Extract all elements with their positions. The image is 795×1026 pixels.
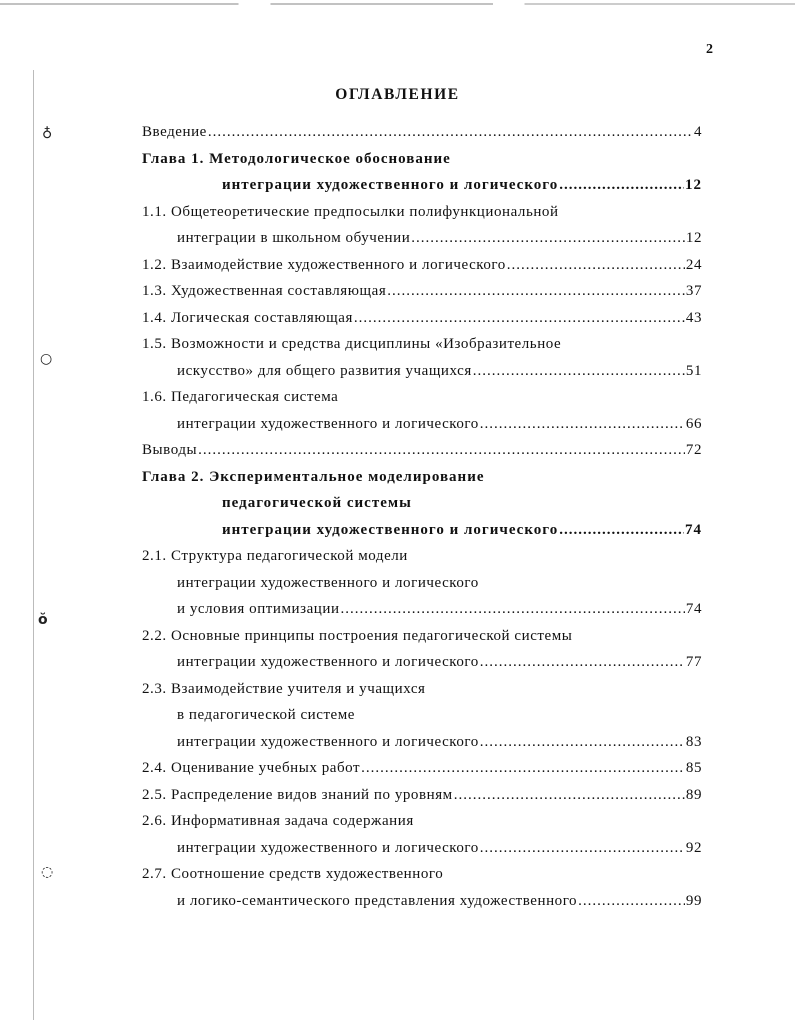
toc-page-number: 83 [685, 733, 702, 750]
toc-entry-title: педагогической системы [222, 495, 412, 511]
toc-leader-dots [454, 782, 685, 808]
toc-entry [142, 305, 702, 331]
toc-leader-dots [473, 358, 685, 384]
binding-hole-mark: ŏ [38, 612, 48, 628]
toc-entry-title: интеграции художественного и логического [177, 839, 479, 856]
binding-hole-mark: ♁ [42, 126, 53, 142]
toc-leader-dots [198, 437, 685, 463]
toc-entry-title: 1.5. Возможности и средства дисциплины «Изобразительное [142, 336, 562, 352]
page-number: 2 [706, 42, 713, 57]
toc-entry-title: 2.2. Основные принципы построения педагогической системы [142, 627, 573, 644]
toc-entry-continuation [222, 517, 702, 543]
toc-leader-dots [578, 888, 685, 914]
toc-entry [142, 384, 338, 410]
toc-entry-title: 2.5. Распределение видов знаний по уровням [142, 786, 453, 803]
toc-entry-continuation [177, 411, 702, 437]
toc-leader-dots [387, 278, 685, 304]
toc-entry-continuation [177, 225, 702, 251]
scan-top-rule [0, 3, 795, 5]
toc-page-number: 43 [685, 309, 702, 326]
toc-entry-title: и логико-семантического представления художественного [177, 892, 578, 909]
toc-entry [142, 278, 702, 304]
toc-entry-title: Выводы [142, 442, 198, 458]
toc-entry-title: 1.2. Взаимодействие художественного и логического [142, 256, 506, 273]
toc-leader-dots [480, 729, 685, 755]
toc-entry [142, 755, 702, 781]
toc-entry-title: 1.3. Художественная составляющая [142, 283, 387, 299]
toc-entry-title: 2.4. Оценивание учебных работ [142, 760, 361, 776]
toc-entry-continuation [222, 172, 702, 198]
toc-entry-title: 1.4. Логическая составляющая [142, 309, 353, 326]
toc-page-number: 85 [685, 760, 702, 776]
toc-leader-dots [208, 119, 693, 145]
toc-leader-dots [480, 835, 685, 861]
toc-entry-continuation [177, 596, 702, 622]
toc-entry-continuation [177, 702, 355, 728]
toc-leader-dots [559, 517, 684, 543]
toc-entry-title: в педагогической системе [177, 707, 356, 723]
scan-binding-line [33, 70, 34, 1020]
toc-page-number: 99 [685, 892, 702, 909]
toc-entry-title: интеграции художественного и логического [177, 574, 479, 591]
toc-entry-title: интеграции художественного и логического [177, 415, 479, 432]
toc-entry-title: интеграции художественного и логического [177, 733, 479, 750]
toc-entry-continuation [177, 358, 702, 384]
toc-entry-title: 2.3. Взаимодействие учителя и учащихся [142, 680, 426, 697]
toc-entry-title: 1.1. Общетеоретические предпосылки полифункциональной [142, 203, 559, 220]
toc-entry-continuation [177, 649, 702, 675]
toc-entry [142, 199, 559, 225]
toc-entry-continuation [177, 570, 479, 596]
toc-entry-title: интеграции художественного и логического [222, 177, 559, 193]
toc-entry [142, 808, 414, 834]
toc-entry-title: интеграции художественного и логического [177, 654, 479, 670]
toc-leader-dots [411, 225, 685, 251]
toc-page-number: 51 [685, 362, 702, 379]
toc-entry-title: 1.6. Педагогическая система [142, 389, 339, 405]
toc-page-number: 92 [685, 839, 702, 856]
toc-page-number: 24 [685, 256, 702, 273]
toc-entry-title: Глава 2. Экспериментальное моделирование [142, 468, 485, 485]
toc-leader-dots [507, 252, 685, 278]
toc-entry [142, 252, 702, 278]
toc-entry-continuation [177, 729, 702, 755]
toc-entry [142, 119, 702, 145]
toc-entry-continuation [222, 490, 412, 516]
toc-page-number: 4 [693, 124, 702, 140]
toc-entry-title: 2.1. Структура педагогической модели [142, 548, 408, 564]
toc-page-number: 74 [685, 601, 702, 617]
toc-leader-dots [559, 172, 684, 198]
toc-page-number: 77 [685, 654, 702, 670]
toc-entry-title: Глава 1. Методологическое обоснование [142, 150, 451, 167]
toc-entry [142, 543, 408, 569]
toc-entry-title: и условия оптимизации [177, 601, 340, 617]
toc-leader-dots [480, 411, 685, 437]
toc-leader-dots [341, 596, 685, 622]
toc-page-number: 12 [685, 230, 702, 246]
toc-leader-dots [354, 305, 685, 331]
toc-entry [142, 464, 485, 490]
toc-entry-continuation [177, 888, 702, 914]
toc-page-number: 74 [685, 521, 702, 538]
toc-entry-continuation [177, 835, 702, 861]
toc-page-number: 66 [685, 415, 702, 432]
binding-hole-mark: ◌ [41, 864, 54, 880]
binding-hole-mark: ○ [40, 351, 53, 367]
toc-entry-title: интеграции в школьном обучении [177, 230, 411, 246]
toc-page-number: 72 [685, 442, 702, 458]
toc-entry [142, 623, 572, 649]
toc-leader-dots [361, 755, 685, 781]
toc-entry [142, 331, 561, 357]
toc-page-number: 89 [685, 786, 702, 803]
toc-entry-title: Введение [142, 124, 207, 140]
toc-entry-title: 2.7. Соотношение средств художественного [142, 866, 444, 882]
toc-entry-title: искусство» для общего развития учащихся [177, 362, 472, 379]
toc-entry [142, 782, 702, 808]
toc-entry [142, 146, 451, 172]
toc-page-number: 37 [685, 283, 702, 299]
toc-entry-title: 2.6. Информативная задача содержания [142, 813, 414, 829]
toc-page-number: 12 [685, 177, 702, 193]
toc-leader-dots [480, 649, 685, 675]
toc-entry-title: интеграции художественного и логического [222, 521, 559, 538]
toc-entry [142, 437, 702, 463]
page-title: ОГЛАВЛЕНИЕ [335, 86, 460, 103]
toc-entry [142, 861, 443, 887]
toc-entry [142, 676, 425, 702]
